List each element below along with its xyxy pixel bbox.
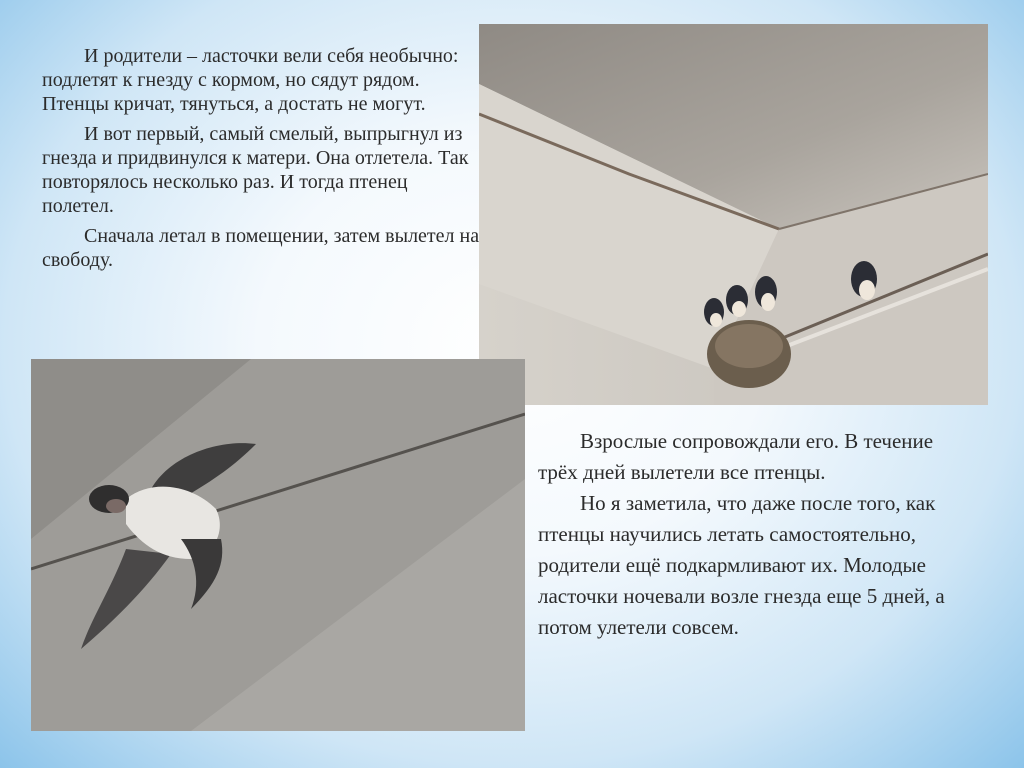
nest-photo [479,24,988,405]
flight-photo [31,359,525,731]
bottom-paragraph-1: Взрослые сопровождали его. В течение трёх дней вылетели все птенцы. [538,429,934,484]
bottom-paragraph-2: Но я заметила, что даже после того, как птенцы научились летать самостоятельно, родители ещё подкармливают их. Молодые ласточки ночевали возле гнезда еще 5 дней, а потом улетели совсем. [538,491,945,639]
nest-photo-image [479,24,988,405]
top-paragraph-1: И родители – ласточки вели себя необычно: подлетят к гнезду с кормом, но сядут рядом. Птенцы кричат, тянуться, а достать не могут. [42,45,459,115]
bottom-text-block [538,426,978,643]
top-text-block [42,44,482,278]
top-paragraph-2: И вот первый, самый смелый, выпрыгнул из гнезда и придвинулся к матери. Она отлетела. Так повторялось несколько раз. И тогда птенец полетел. [42,123,469,217]
top-paragraph-3: Сначала летал в помещении, затем вылетел на свободу. [42,225,480,271]
flight-photo-image [31,359,525,731]
